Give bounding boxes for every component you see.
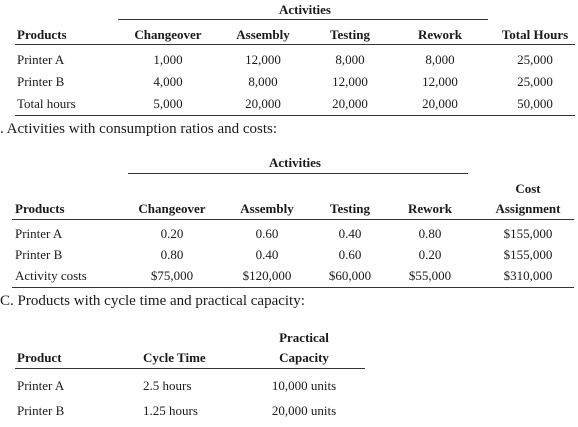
- table-cell: Activity costs: [15, 268, 87, 283]
- table-b-group-header: Activities: [269, 155, 321, 170]
- table-cell: Printer A: [17, 52, 65, 67]
- table-cell: Printer A: [15, 226, 63, 241]
- table-cell: 12,000: [245, 52, 281, 67]
- table-a-header-total-hours: Total Hours: [501, 27, 569, 42]
- table-cell: $155,000: [503, 247, 553, 262]
- table-cell: $75,000: [150, 268, 194, 283]
- table-c-header-practical: Practical: [279, 330, 329, 345]
- table-cell: $310,000: [503, 268, 553, 283]
- table-c-header-rule: [15, 368, 365, 369]
- table-cell: $55,000: [408, 268, 452, 283]
- table-b-header-changeover: Changeover: [138, 201, 206, 216]
- table-cell: 0.20: [418, 247, 442, 262]
- table-b-bottom-rule: [12, 287, 574, 288]
- table-cell: 8,000: [335, 52, 365, 67]
- table-a-header-changeover: Changeover: [134, 27, 202, 42]
- table-cell: 2.5 hours: [143, 378, 192, 393]
- table-cell: 8,000: [248, 74, 278, 89]
- table-cell: Printer B: [15, 247, 63, 262]
- table-b-header-assignment: Assignment: [495, 201, 561, 216]
- table-cell: 0.80: [418, 226, 442, 241]
- table-cell: Printer A: [17, 378, 65, 393]
- table-cell: 0.40: [255, 247, 279, 262]
- table-cell: 12,000: [422, 74, 458, 89]
- table-c-header-cycle-time: Cycle Time: [143, 350, 206, 365]
- table-cell: 10,000 units: [271, 378, 337, 393]
- table-cell: 25,000: [517, 74, 553, 89]
- table-b-header-products: Products: [15, 201, 65, 216]
- table-a-bottom-rule: [15, 115, 575, 116]
- table-cell: Printer B: [17, 403, 65, 418]
- table-cell: 8,000: [425, 52, 455, 67]
- table-cell: 25,000: [517, 52, 553, 67]
- table-b-group-rule: [128, 173, 468, 174]
- table-cell: 0.60: [255, 226, 279, 241]
- table-b-header-assembly: Assembly: [240, 201, 294, 216]
- table-cell: 50,000: [517, 96, 553, 111]
- table-cell: 20,000: [245, 96, 281, 111]
- table-c-header-product: Product: [17, 350, 62, 365]
- table-cell: 4,000: [153, 74, 183, 89]
- table-cell: $120,000: [242, 268, 292, 283]
- table-cell: Total hours: [17, 96, 76, 111]
- table-c-header-capacity: Capacity: [279, 350, 329, 365]
- table-cell: 12,000: [332, 74, 368, 89]
- table-b-caption: . Activities with consumption ratios and costs:: [0, 121, 278, 137]
- table-cell: Printer B: [17, 74, 65, 89]
- table-cell: 0.80: [160, 247, 184, 262]
- table-cell: 20,000: [332, 96, 368, 111]
- table-c-caption: C. Products with cycle time and practical capacity:: [0, 293, 305, 309]
- table-cell: $60,000: [328, 268, 372, 283]
- table-cell: $155,000: [503, 226, 553, 241]
- table-a-header-rule: [15, 44, 575, 45]
- table-cell: 20,000 units: [271, 403, 337, 418]
- table-cell: 0.20: [160, 226, 184, 241]
- table-b-header-cost: Cost: [515, 181, 541, 196]
- table-cell: 20,000: [422, 96, 458, 111]
- table-cell: 0.40: [338, 226, 362, 241]
- table-a-header-rework: Rework: [417, 27, 463, 42]
- table-cell: 0.60: [338, 247, 362, 262]
- table-a-group-header: Activities: [279, 2, 331, 17]
- table-cell: 1.25 hours: [143, 403, 198, 418]
- table-b-header-testing: Testing: [330, 201, 370, 216]
- table-a-header-products: Products: [17, 27, 67, 42]
- table-b-header-rule: [12, 219, 574, 220]
- table-cell: 1,000: [153, 52, 183, 67]
- table-cell: 5,000: [153, 96, 183, 111]
- table-a-group-rule: [118, 19, 488, 20]
- table-b-header-rework: Rework: [407, 201, 453, 216]
- table-a-header-assembly: Assembly: [236, 27, 290, 42]
- table-a-header-testing: Testing: [330, 27, 370, 42]
